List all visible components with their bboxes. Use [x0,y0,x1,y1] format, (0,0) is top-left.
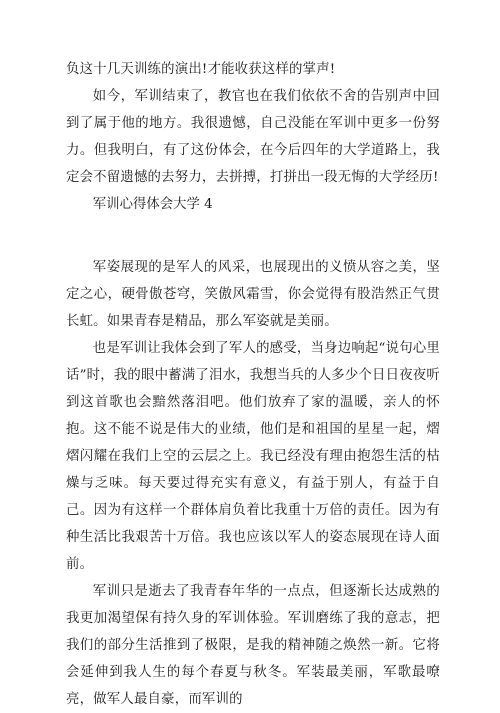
paragraph-youth-experience: 军训只是逝去了我青春年华的一点点，但逐渐长达成熟的我更加渴望保有持久身的军训体验。军训磨练了我的意志，把我们的部分生活推到了极限，是我的精神随之焕然一新。它将会延伸到我人生的每个春夏与秋冬。军装最美丽，军歌最嘹亮，做军人最自豪，而军训的 [66,584,440,707]
paragraph-military-posture: 军姿展现的是军人的风采，也展现出的义愤从容之美，坚定之心，硬骨傲苍穹，笑傲风霜雪，你会觉得有股浩然正气贯长虹。如果青春是精品，那么军姿就是美丽。 [66,260,440,329]
paragraph-soldier-feelings: 也是军训让我体会到了军人的感受，当身边响起“说句心里话”时，我的眼中蓄满了泪水，我想当兵的人多少个日日夜夜听到这首歌也会黯然落泪吧。他们放弃了家的温暖，亲人的怀抱。这不能不说是伟大的业绩，他们是和祖国的星星一起，熠熠闪耀在我们上空的云层之上。我已经没有理由抱怨生活的枯燥与乏味。每天要过得充实有意义，有益于别人，有益于自己。因为有这样一个群体肩负着比我重十万倍的责任。因为有种生活比我艰苦十万倍。我也应该以军人的姿态展现在诗人面前。 [66,341,440,572]
paragraph-military-training-ended: 如今，军训结束了，教官也在我们依依不舍的告别声中回到了属于他的地方。我很遗憾，自己没能在军训中更多一份努力。但我明白，有了这份体会，在今后四年的大学道路上，我定会不留遗憾的去努力，去拼搏，打拼出一段无悔的大学经历! [66,89,440,185]
document-page [66,56,440,713]
paragraph-continuation: 负这十几天训练的演出!才能收获这样的掌声! [66,62,336,77]
section-heading: 军训心得体会大学 4 [92,197,213,212]
section-spacer [66,218,440,254]
